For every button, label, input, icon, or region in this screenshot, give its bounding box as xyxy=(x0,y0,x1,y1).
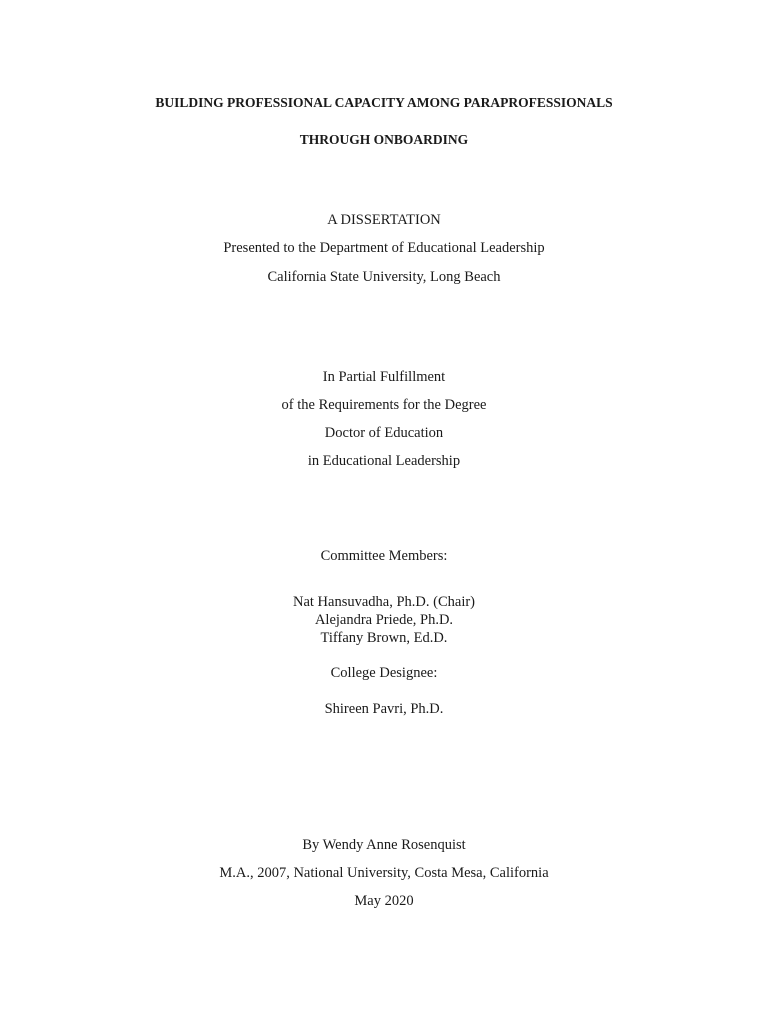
title-line-2: THROUGH ONBOARDING xyxy=(299,132,469,147)
dissertation-heading: A DISSERTATION xyxy=(327,212,441,228)
prior-degree: M.A., 2007, National University, Costa Mesa, California xyxy=(219,865,549,881)
submission-date: May 2020 xyxy=(354,893,414,909)
degree-field: in Educational Leadership xyxy=(307,453,461,469)
committee-member: Tiffany Brown, Ed.D. xyxy=(320,630,448,646)
college-designee: Shireen Pavri, Ph.D. xyxy=(324,701,444,717)
committee-heading: Committee Members: xyxy=(320,548,448,564)
presented-to: Presented to the Department of Educational Leadership xyxy=(223,240,545,256)
committee-member: Nat Hansuvadha, Ph.D. (Chair) xyxy=(292,594,475,610)
degree-name: Doctor of Education xyxy=(324,425,444,441)
designee-heading: College Designee: xyxy=(330,665,438,681)
author-byline: By Wendy Anne Rosenquist xyxy=(302,837,466,853)
committee-member: Alejandra Priede, Ph.D. xyxy=(314,612,454,628)
fulfillment-line-1: In Partial Fulfillment xyxy=(322,369,446,385)
fulfillment-line-2: of the Requirements for the Degree xyxy=(281,397,487,413)
university-name: California State University, Long Beach xyxy=(267,269,501,285)
title-line-1: BUILDING PROFESSIONAL CAPACITY AMONG PARAPROFESSIONALS xyxy=(155,95,613,110)
